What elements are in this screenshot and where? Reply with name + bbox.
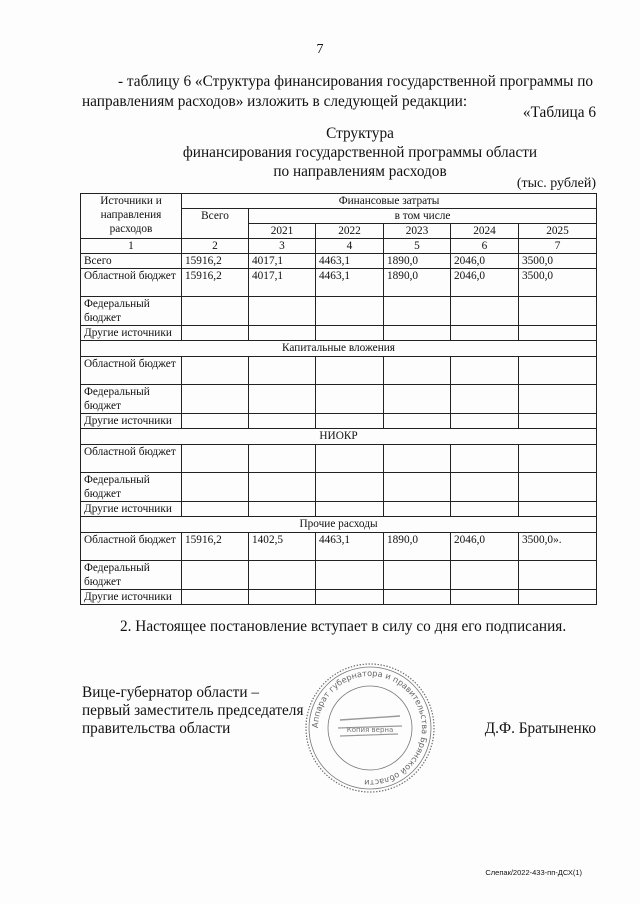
section-row <box>81 517 597 533</box>
row-value <box>519 473 597 502</box>
row-value: 1890,0 <box>384 533 451 561</box>
row-value <box>316 326 384 341</box>
row-value <box>451 445 519 473</box>
row-value <box>519 414 597 429</box>
row-value <box>519 561 597 590</box>
page-number: 7 <box>316 42 324 57</box>
row-value <box>182 414 249 429</box>
row-value <box>182 502 249 517</box>
official-stamp <box>302 660 438 796</box>
column-number: 7 <box>519 239 597 254</box>
table-row <box>81 357 597 385</box>
intro-line-2: направлениям расходов» изложить в следующей редакции: <box>82 93 468 110</box>
row-label: Федеральный бюджет <box>81 473 182 502</box>
signatory-position <box>82 684 303 738</box>
row-value: 4463,1 <box>316 254 384 269</box>
row-value <box>451 326 519 341</box>
row-label: Другие источники <box>81 414 182 429</box>
row-value <box>249 414 316 429</box>
row-value: 2046,0 <box>451 269 519 297</box>
row-value: 4017,1 <box>249 269 316 297</box>
position-line-2: первый заместитель председателя <box>82 702 304 719</box>
row-label: Другие источники <box>81 590 182 605</box>
header-including: в том числе <box>249 209 597 224</box>
row-value <box>519 297 597 326</box>
row-value <box>182 590 249 605</box>
row-value <box>384 357 451 385</box>
row-value <box>384 385 451 414</box>
row-value <box>384 414 451 429</box>
row-value <box>316 590 384 605</box>
table-title <box>60 124 640 181</box>
row-value <box>384 445 451 473</box>
row-label: Всего <box>81 254 182 269</box>
row-label: Областной бюджет <box>81 445 182 473</box>
financing-table <box>80 193 597 605</box>
row-value <box>384 502 451 517</box>
table-row <box>81 385 597 414</box>
row-value <box>316 445 384 473</box>
row-label: Областной бюджет <box>81 269 182 297</box>
table-row <box>81 445 597 473</box>
row-value <box>384 561 451 590</box>
column-number: 5 <box>384 239 451 254</box>
row-value: 1890,0 <box>384 254 451 269</box>
row-value <box>451 590 519 605</box>
row-value <box>519 357 597 385</box>
row-value: 3500,0 <box>519 254 597 269</box>
header-year: 2024 <box>451 224 519 239</box>
row-value <box>249 297 316 326</box>
row-label: Другие источники <box>81 326 182 341</box>
row-value <box>316 502 384 517</box>
header-numbers-row <box>81 239 597 254</box>
row-value: 3500,0». <box>519 533 597 561</box>
row-value <box>182 297 249 326</box>
section-title: Капитальные вложения <box>81 341 597 357</box>
row-value <box>451 414 519 429</box>
row-value <box>316 357 384 385</box>
section-row <box>81 341 597 357</box>
row-value <box>182 473 249 502</box>
header-total: Всего <box>182 209 249 239</box>
column-number: 3 <box>249 239 316 254</box>
row-label: Другие источники <box>81 502 182 517</box>
header-year: 2023 <box>384 224 451 239</box>
table-label: «Таблица 6 <box>522 104 596 121</box>
row-value <box>316 385 384 414</box>
row-value <box>519 502 597 517</box>
row-value <box>316 414 384 429</box>
table-row <box>81 561 597 590</box>
row-value <box>249 385 316 414</box>
row-value <box>316 561 384 590</box>
section-title: Прочие расходы <box>81 517 597 533</box>
stamp-inner-text: Копия верна <box>346 726 394 734</box>
row-label: Федеральный бюджет <box>81 385 182 414</box>
table-row <box>81 473 597 502</box>
title-line-3: по направлениям расходов <box>273 163 447 180</box>
header-financial: Финансовые затраты <box>182 194 597 209</box>
table-row <box>81 254 597 269</box>
table-row <box>81 502 597 517</box>
row-label: Федеральный бюджет <box>81 561 182 590</box>
header-year: 2021 <box>249 224 316 239</box>
row-value <box>182 357 249 385</box>
row-value: 15916,2 <box>182 269 249 297</box>
row-value: 15916,2 <box>182 533 249 561</box>
column-number: 4 <box>316 239 384 254</box>
row-value <box>249 473 316 502</box>
signatory-name: Д.Ф. Братыненко <box>484 720 596 737</box>
header-source: Источники и направления расходов <box>81 194 182 239</box>
section-title: НИОКР <box>81 429 597 445</box>
row-value: 2046,0 <box>451 533 519 561</box>
row-value: 1402,5 <box>249 533 316 561</box>
table-row <box>81 590 597 605</box>
row-value <box>519 590 597 605</box>
units-label: (тыс. рублей) <box>516 176 596 191</box>
row-value <box>384 326 451 341</box>
table-row <box>81 533 597 561</box>
section-row <box>81 429 597 445</box>
row-value: 4463,1 <box>316 533 384 561</box>
footer-code: Слепак/2022-433-пп-ДСХ(1) <box>485 868 582 877</box>
row-value <box>451 561 519 590</box>
intro-line-1: - таблицу 6 «Структура финансирования государственной программы по <box>118 73 594 90</box>
row-value <box>182 326 249 341</box>
row-value <box>182 445 249 473</box>
row-value <box>316 297 384 326</box>
row-value <box>451 502 519 517</box>
position-line-1: Вице-губернатор области – <box>82 684 259 701</box>
row-value <box>384 297 451 326</box>
row-value <box>384 590 451 605</box>
row-value: 4017,1 <box>249 254 316 269</box>
row-value <box>182 385 249 414</box>
row-value: 1890,0 <box>384 269 451 297</box>
header-year: 2025 <box>519 224 597 239</box>
row-value <box>249 445 316 473</box>
row-value <box>384 473 451 502</box>
row-value: 3500,0 <box>519 269 597 297</box>
row-value <box>249 502 316 517</box>
table-row <box>81 297 597 326</box>
row-value <box>249 590 316 605</box>
intro-text <box>82 72 597 112</box>
row-value <box>451 473 519 502</box>
row-value <box>519 326 597 341</box>
row-label: Федеральный бюджет <box>81 297 182 326</box>
row-value <box>249 357 316 385</box>
table-row <box>81 326 597 341</box>
row-value: 4463,1 <box>316 269 384 297</box>
table-row <box>81 414 597 429</box>
row-value <box>249 561 316 590</box>
position-line-3: правительства области <box>82 720 231 737</box>
title-line-1: Структура <box>326 125 394 142</box>
row-value: 15916,2 <box>182 254 249 269</box>
row-value: 2046,0 <box>451 254 519 269</box>
row-value <box>519 385 597 414</box>
row-value <box>451 357 519 385</box>
title-line-2: финансирования государственной программы области <box>182 144 538 161</box>
header-year: 2022 <box>316 224 384 239</box>
column-number: 1 <box>81 239 182 254</box>
row-label: Областной бюджет <box>81 533 182 561</box>
row-value <box>451 297 519 326</box>
column-number: 6 <box>451 239 519 254</box>
row-value <box>451 385 519 414</box>
column-number: 2 <box>182 239 249 254</box>
stamp-ring-text: Аппарат губернатора и правительства Брянской области <box>309 667 431 789</box>
paragraph-2: 2. Настоящее постановление вступает в силу со дня его подписания. <box>120 618 567 635</box>
row-value <box>249 326 316 341</box>
row-value <box>182 561 249 590</box>
row-label: Областной бюджет <box>81 357 182 385</box>
table-row <box>81 269 597 297</box>
row-value <box>519 445 597 473</box>
row-value <box>316 473 384 502</box>
